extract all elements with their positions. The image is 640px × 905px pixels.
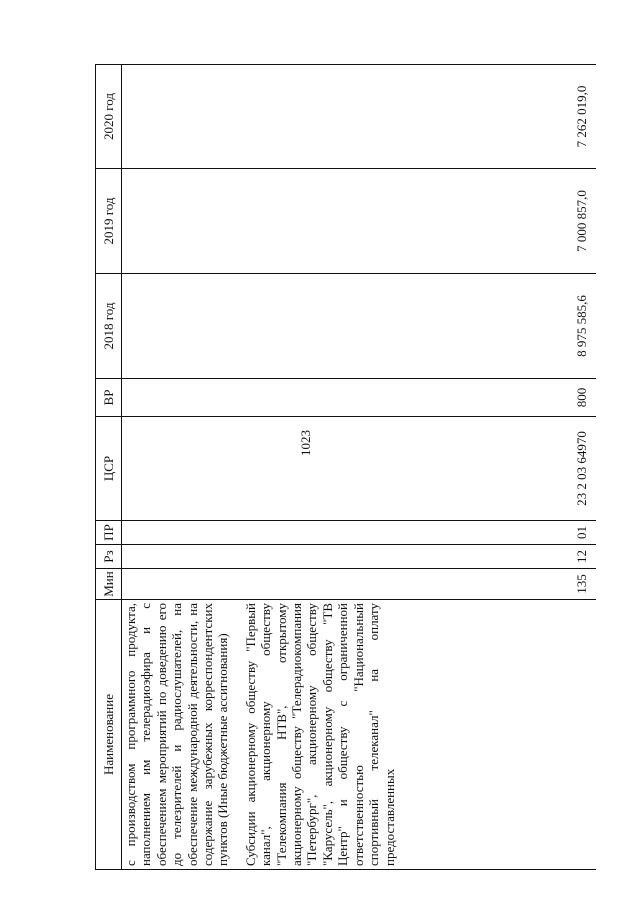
- name-paragraph-1: с производством программного продукта, наполнением им телерадиоэфира и с обеспечением мероприятий по доведению его до телезрителей и радиослушателей, на обеспечение международной деятельности, на содержание зарубежных корреспондентских пунктов (Иные бюджетные ассигнования): [123, 603, 231, 866]
- page-number: 1023: [298, 430, 313, 456]
- value-pr: 01: [574, 526, 590, 539]
- name-paragraph-2: Субсидии акционерному обществу "Первый канал", акционерному обществу "Телекомпания НТВ", открытому акционерному обществу "Телерадиокомпания "Петербург", акционерному обществу "Карусель", акционерному обществу "ТВ Центр" и обществу с ограниченной ответственностью "Национальный спортивный телеканал" на оплату предоставленных: [242, 603, 397, 866]
- col-header-name: Наименование: [96, 600, 122, 870]
- col-header-2018: 2018 год: [96, 274, 122, 379]
- value-csr: 23 2 03 64970: [574, 431, 590, 506]
- cell-2020: [122, 65, 596, 169]
- cell-min: [122, 569, 596, 600]
- rotated-page: [95, 65, 595, 870]
- cell-2018: [122, 274, 596, 379]
- cell-rz: [122, 545, 596, 569]
- col-header-rz: Рз: [96, 545, 122, 569]
- cell-vr: [122, 379, 596, 417]
- value-vr: 800: [574, 387, 590, 408]
- value-2019: 7 000 857,0: [574, 190, 590, 252]
- cell-csr: [122, 417, 596, 521]
- budget-table: [95, 64, 596, 870]
- col-header-min: Мин: [96, 569, 122, 600]
- table-row: [122, 65, 596, 870]
- cell-name: [122, 600, 596, 870]
- cell-2019: [122, 169, 596, 274]
- value-min: 135: [574, 574, 590, 594]
- col-header-pr: ПР: [96, 521, 122, 545]
- cell-pr: [122, 521, 596, 545]
- table-header-row: [96, 65, 122, 870]
- col-header-vr: ВР: [96, 379, 122, 417]
- col-header-2019: 2019 год: [96, 169, 122, 274]
- value-2020: 7 262 019,0: [574, 85, 590, 148]
- col-header-2020: 2020 год: [96, 65, 122, 169]
- value-2018: 8 975 585,6: [574, 295, 590, 357]
- col-header-csr: ЦСР: [96, 417, 122, 521]
- value-rz: 12: [574, 550, 590, 563]
